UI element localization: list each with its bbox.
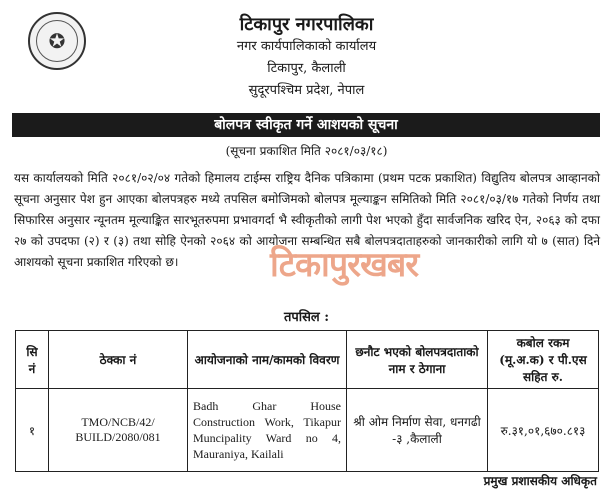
- header-amount: कबोल रकम (मू.अ.क) र पी.एस सहित रु.: [488, 331, 599, 389]
- header-sn: सि नं: [16, 331, 49, 389]
- org-name: टिकापुर नगरपालिका: [239, 14, 374, 35]
- row-amount: रु.३१,०१,६७०.८१३: [488, 389, 599, 472]
- row-contract: TMO/NCB/42/ BUILD/2080/081: [49, 389, 188, 472]
- government-emblem-icon: ✪: [28, 12, 86, 70]
- details-heading: तपसिल :: [283, 310, 330, 325]
- office-name: नगर कार्यपालिकाको कार्यालय: [236, 39, 377, 54]
- table-header-row: [16, 331, 599, 389]
- province-name: सुदूरपश्चिम प्रदेश, नेपाल: [248, 83, 365, 98]
- header-project: आयोजनाको नाम/कामको विवरण: [188, 331, 347, 389]
- header-contract: ठेक्का नं: [49, 331, 188, 389]
- table-row: [16, 389, 599, 472]
- published-date: (सूचना प्रकाशित मिति २०८१/०३/१८): [225, 144, 388, 158]
- header-bidder: छनौट भएको बोलपत्रदाताको नाम र ठेगाना: [347, 331, 488, 389]
- notice-title: बोलपत्र स्वीकृत गर्ने आशयको सूचना: [12, 113, 600, 137]
- signature-title: प्रमुख प्रशासकीय अधिकृत: [483, 474, 597, 488]
- watermark: टिकापुरखबर: [270, 245, 419, 285]
- bid-table: [15, 330, 599, 472]
- row-project: Badh Ghar House Construction Work, Tikapur Muncipality Ward no 4, Mauraniya, Kailali: [188, 389, 347, 472]
- office-location: टिकापुर, कैलाली: [267, 61, 346, 76]
- row-bidder: श्री ओम निर्माण सेवा, धनगढी -३ ,कैलाली: [347, 389, 488, 472]
- notice-body: यस कार्यालयको मिति २०८१/०२/०४ गतेको हिमालय टाईम्स राष्ट्रिय दैनिक पत्रिकामा (प्रथम पटक प्रकाशित) विद्युतिय बोलपत्र आव्हानको सूचना अनुसार पेश हुन आएका बोलपत्रहरु मध्ये तपसिल बमोजिमको बोलपत्र मूल्याङ्कन समितिको मिति २०८१/०३/१७ गतेको निर्णय तथा सिफारिस अनुसार न्यूनतम मूल्याङ्कित सारभूतरुपमा प्रभावगर्दा भै स्वीकृतीको लागी पेश भएको हुँदा सार्वजनिक खरिद ऐन, २०६३ को दफा २७ को उपदफा (२) र (३) तथा सोहि ऐनको २०६४ को आयोजना सम्बन्धित सबै बोलपत्रदाताहरुको जानकारीको लागि यो ७ (सात) दिने आशयको सूचना प्रकाशित गरिएको छ।: [14, 171, 600, 269]
- row-sn: १: [16, 389, 49, 472]
